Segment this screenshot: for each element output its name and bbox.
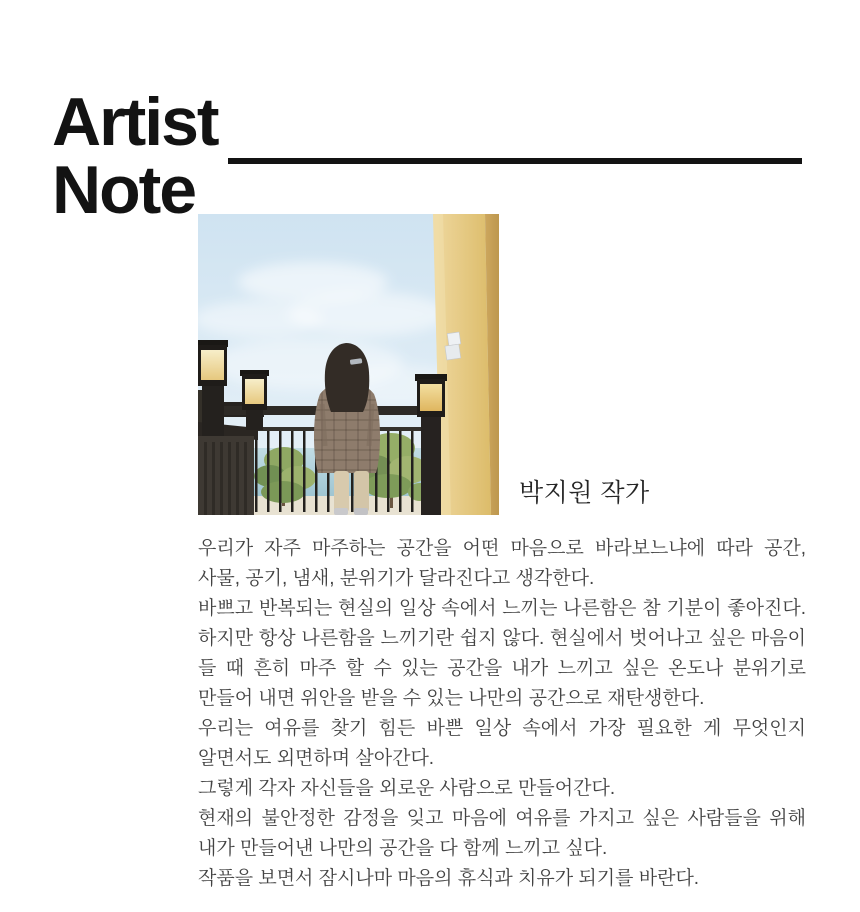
artist-photo	[198, 214, 499, 515]
page-title-line2: Note	[52, 151, 196, 228]
ochre-wall	[433, 214, 499, 515]
artist-name-caption: 박지원 작가	[519, 479, 650, 507]
lamp-left	[198, 340, 228, 436]
page-title	[52, 83, 218, 228]
hair	[325, 343, 369, 412]
shoe-left	[334, 508, 348, 515]
artist-note-body	[198, 534, 806, 894]
shoe-right	[354, 508, 368, 515]
note-paragraph-3: 우리는 여유를 찾기 힘든 바쁜 일상 속에서 가장 필요한 게 무엇인지 알면서도 외면하며 살아간다.	[198, 718, 806, 769]
title-rule-line	[228, 158, 802, 164]
note-paragraph-2: 바쁘고 반복되는 현실의 일상 속에서 느끼는 나른함은 참 기분이 좋아진다. 하지만 항상 나른함을 느끼기란 쉽지 않다. 현실에서 벗어나고 싶은 마음이 들 때 흔히 마주 할 수 있는 공간을 내가 느끼고 싶은 온도나 분위기로 만들어 내면 위안을 받을 수 있는 나만의 공간으로 재탄생한다.	[198, 598, 806, 709]
note-paragraph-5: 현재의 불안정한 감정을 잊고 마음에 여유를 가지고 싶은 사람들을 위해 내가 만들어낸 나만의 공간을 다 함께 느끼고 싶다.	[198, 808, 806, 859]
note-paragraph-1: 우리가 자주 마주하는 공간을 어떤 마음으로 바라보느냐에 따라 공간, 사물, 공기, 냄새, 분위기가 달라진다고 생각한다.	[198, 538, 806, 589]
page-title-line1: Artist	[52, 83, 218, 160]
pants-left-leg	[334, 471, 349, 512]
note-paragraph-4: 그렇게 각자 자신들을 외로운 사람으로 만들어간다.	[198, 778, 616, 799]
pants-right-leg	[354, 471, 369, 512]
note-paragraph-6: 작품을 보면서 잠시나마 마음의 휴식과 치유가 되기를 바란다.	[198, 868, 700, 889]
